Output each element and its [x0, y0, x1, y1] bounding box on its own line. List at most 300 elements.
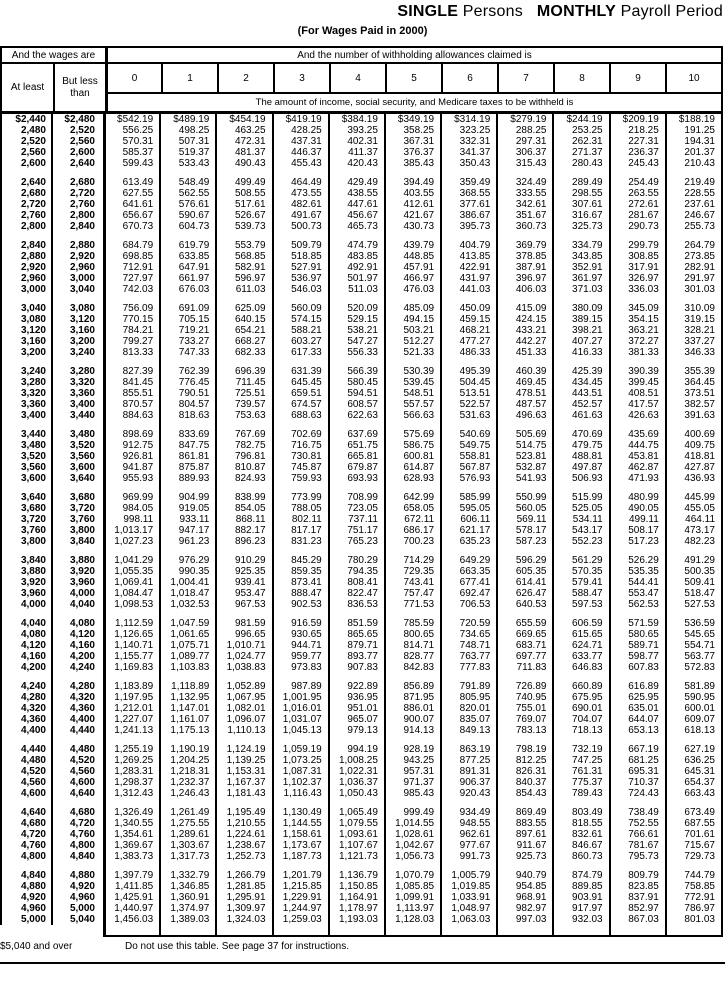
withheld-amount-col-6: 934.49	[440, 807, 496, 818]
withheld-amount-col-6: 948.55	[440, 818, 496, 829]
withheld-amount-col-10: 527.53	[665, 599, 721, 610]
withheld-amount-col-10: 473.17	[665, 525, 721, 536]
withheld-amount-col-5: 672.11	[384, 514, 440, 525]
table-row	[0, 870, 721, 881]
withheld-amount-col-1: 747.33	[159, 347, 215, 358]
withheld-amount-col-3: 1,229.91	[272, 892, 328, 903]
withheld-amount-col-4: 865.65	[328, 629, 384, 640]
band-gap	[0, 799, 721, 807]
withheld-amount-col-9: 710.37	[609, 777, 665, 788]
withheld-amount-col-5: 714.29	[384, 555, 440, 566]
wage-but-less-than: 4,800	[51, 840, 103, 851]
spacer-cell	[103, 421, 159, 429]
withheld-amount-col-1: 498.25	[159, 125, 215, 136]
spacer-cell	[215, 232, 271, 240]
wage-at-least: 2,920	[0, 262, 51, 273]
over-wage-instruction: Do not use this table. See page 37 for instructions.	[125, 941, 350, 952]
withheld-amount-col-6: 991.73	[440, 851, 496, 862]
withheld-amount-col-6: 606.11	[440, 514, 496, 525]
withheld-amount-col-8: 488.81	[552, 451, 608, 462]
withheld-amount-col-10: 554.71	[665, 640, 721, 651]
wage-but-less-than: 4,440	[51, 725, 103, 736]
wage-but-less-than: 3,920	[51, 566, 103, 577]
wage-but-less-than: 2,560	[51, 136, 103, 147]
withheld-amount-col-3: 944.71	[272, 640, 328, 651]
withheld-amount-col-9: 272.61	[609, 199, 665, 210]
spacer-cell	[496, 358, 552, 366]
withheld-amount-col-1: 933.11	[159, 514, 215, 525]
withheld-amount-col-0: 855.51	[103, 388, 159, 399]
withheld-amount-col-1: 776.45	[159, 377, 215, 388]
withheld-amount-col-4: 420.43	[328, 158, 384, 169]
withheld-amount-col-9: 781.67	[609, 840, 665, 851]
withheld-amount-col-8: 325.73	[552, 221, 608, 232]
spacer-cell	[159, 295, 215, 303]
withheld-amount-col-3: 527.91	[272, 262, 328, 273]
withheld-amount-col-0: 1,241.13	[103, 725, 159, 736]
band-gap	[0, 484, 721, 492]
table-row	[0, 914, 721, 925]
withheld-amount-col-4: $384.19	[328, 114, 384, 125]
withheld-amount-col-10: 545.65	[665, 629, 721, 640]
header-allowance-7: 7	[497, 64, 553, 94]
withheld-amount-col-9: 308.85	[609, 251, 665, 262]
wage-but-less-than: 4,560	[51, 766, 103, 777]
spacer-cell	[159, 358, 215, 366]
withheld-amount-col-8: 307.61	[552, 199, 608, 210]
table-row	[0, 336, 721, 347]
withheld-amount-col-2: 1,224.61	[215, 829, 271, 840]
withheld-amount-col-9: 444.75	[609, 440, 665, 451]
withheld-amount-col-7: 605.35	[496, 566, 552, 577]
withheld-amount-col-10: 701.61	[665, 829, 721, 840]
spacer-cell	[272, 358, 328, 366]
withheld-amount-col-2: 838.99	[215, 492, 271, 503]
withheld-amount-col-0: 799.27	[103, 336, 159, 347]
withheld-amount-col-5: 729.35	[384, 566, 440, 577]
withheld-amount-col-9: 571.59	[609, 618, 665, 629]
spacer-cell	[159, 169, 215, 177]
withheld-amount-col-5: 842.83	[384, 662, 440, 673]
spacer-cell	[328, 232, 384, 240]
withheld-amount-col-8: 416.33	[552, 347, 608, 358]
withheld-amount-col-6: 567.87	[440, 462, 496, 473]
withheld-amount-col-9: 644.07	[609, 714, 665, 725]
withheld-amount-col-10: 536.59	[665, 618, 721, 629]
withheld-amount-col-0: 1,155.77	[103, 651, 159, 662]
wage-but-less-than: 3,120	[51, 314, 103, 325]
wage-but-less-than: 4,840	[51, 851, 103, 862]
withheld-amount-col-0: 1,013.17	[103, 525, 159, 536]
withheld-amount-col-2: 882.17	[215, 525, 271, 536]
wage-at-least: 3,960	[0, 588, 51, 599]
band-gap	[0, 862, 721, 870]
wage-at-least: 4,800	[0, 851, 51, 862]
withheld-amount-col-5: 403.55	[384, 188, 440, 199]
withheld-amount-col-6: 849.13	[440, 725, 496, 736]
wage-but-less-than: 2,640	[51, 158, 103, 169]
spacer-cell	[496, 736, 552, 744]
withheld-amount-col-3: 536.97	[272, 273, 328, 284]
withheld-amount-col-2: 1,252.73	[215, 851, 271, 862]
withheld-amount-col-1: 1,103.83	[159, 662, 215, 673]
withheld-amount-col-1: 875.87	[159, 462, 215, 473]
header-allowance-9: 9	[609, 64, 665, 94]
withheld-amount-col-2: 796.81	[215, 451, 271, 462]
withheld-amount-col-3: 702.69	[272, 429, 328, 440]
withheld-amount-col-3: 1,144.55	[272, 818, 328, 829]
withheld-amount-col-5: 943.25	[384, 755, 440, 766]
withheld-amount-col-5: 971.37	[384, 777, 440, 788]
withheld-amount-col-3: 688.63	[272, 410, 328, 421]
withheld-amount-col-7: 360.73	[496, 221, 552, 232]
wage-at-least: 4,200	[0, 662, 51, 673]
withheld-amount-col-0: 926.81	[103, 451, 159, 462]
withheld-amount-col-8: 280.43	[552, 158, 608, 169]
spacer-cell	[384, 862, 440, 870]
wage-but-less-than: 3,800	[51, 525, 103, 536]
spacer-cell	[272, 925, 328, 937]
withheld-amount-col-3: 1,016.01	[272, 703, 328, 714]
withheld-amount-col-7: 982.97	[496, 903, 552, 914]
wage-but-less-than: 3,400	[51, 399, 103, 410]
withheld-amount-col-9: 363.21	[609, 325, 665, 336]
band-gap	[0, 421, 721, 429]
withheld-amount-col-10: 237.61	[665, 199, 721, 210]
withheld-amount-col-3: 1,158.61	[272, 829, 328, 840]
withheld-amount-col-3: 473.55	[272, 188, 328, 199]
withheld-amount-col-5: 1,042.67	[384, 840, 440, 851]
withheld-amount-col-0: 1,456.03	[103, 914, 159, 925]
withheld-amount-col-3: 831.23	[272, 536, 328, 547]
withheld-amount-col-0: 813.33	[103, 347, 159, 358]
wage-at-least: 2,520	[0, 136, 51, 147]
spacer-cell	[609, 421, 665, 429]
wage-at-least: 2,600	[0, 158, 51, 169]
withheld-amount-col-5: 512.27	[384, 336, 440, 347]
withheld-amount-col-2: 753.63	[215, 410, 271, 421]
withheld-amount-col-9: 480.99	[609, 492, 665, 503]
withheld-amount-col-7: 306.37	[496, 147, 552, 158]
wage-but-less-than: 4,360	[51, 703, 103, 714]
wage-but-less-than: 3,000	[51, 273, 103, 284]
title-monthly: MONTHLY	[536, 3, 616, 20]
table-row	[0, 114, 721, 125]
withheld-amount-col-2: 1,082.01	[215, 703, 271, 714]
withheld-amount-col-7: 351.67	[496, 210, 552, 221]
withheld-amount-col-2: 481.37	[215, 147, 271, 158]
withheld-amount-col-1: 705.15	[159, 314, 215, 325]
wage-at-least: 2,800	[0, 221, 51, 232]
withheld-amount-col-0: 1,425.91	[103, 892, 159, 903]
withheld-amount-col-8: 889.85	[552, 881, 608, 892]
withheld-amount-col-6: 404.79	[440, 240, 496, 251]
withheld-amount-col-2: 1,324.03	[215, 914, 271, 925]
spacer-cell	[496, 673, 552, 681]
wage-but-less-than: 4,040	[51, 599, 103, 610]
withheld-amount-col-1: 1,374.97	[159, 903, 215, 914]
withheld-amount-col-9: 254.49	[609, 177, 665, 188]
withheld-amount-col-7: 451.33	[496, 347, 552, 358]
spacer-cell	[609, 232, 665, 240]
withheld-amount-col-6: 1,063.03	[440, 914, 496, 925]
withheld-amount-col-6: 891.31	[440, 766, 496, 777]
spacer-cell	[440, 169, 496, 177]
withheld-amount-col-1: 947.17	[159, 525, 215, 536]
spacer-cell	[665, 799, 721, 807]
withheld-amount-col-0: 1,326.49	[103, 807, 159, 818]
band-gap	[0, 295, 721, 303]
header-amount-caption: The amount of income, social security, and Medicare taxes to be withheld is	[105, 94, 721, 111]
withheld-amount-col-7: 550.99	[496, 492, 552, 503]
table-row	[0, 818, 721, 829]
withheld-amount-col-3: 859.35	[272, 566, 328, 577]
wage-at-least: 3,080	[0, 314, 51, 325]
withheld-amount-col-0: 1,227.07	[103, 714, 159, 725]
bottom-rule	[0, 962, 725, 964]
spacer-cell	[103, 484, 159, 492]
spacer-cell	[328, 547, 384, 555]
withheld-amount-col-3: 745.87	[272, 462, 328, 473]
table-row	[0, 755, 721, 766]
withheld-amount-col-5: 548.51	[384, 388, 440, 399]
spacer-cell	[440, 358, 496, 366]
withheld-amount-col-6: 835.07	[440, 714, 496, 725]
spacer-cell	[328, 925, 384, 937]
wage-at-least: 4,240	[0, 681, 51, 692]
withheld-amount-col-5: 557.57	[384, 399, 440, 410]
spacer-cell	[328, 295, 384, 303]
wage-at-least: 2,720	[0, 199, 51, 210]
withheld-amount-col-3: 1,201.79	[272, 870, 328, 881]
withheld-amount-col-5: 421.67	[384, 210, 440, 221]
withheld-amount-col-1: 1,275.55	[159, 818, 215, 829]
withheld-amount-col-6: 558.81	[440, 451, 496, 462]
spacer-cell	[552, 169, 608, 177]
withheld-amount-col-7: 940.79	[496, 870, 552, 881]
wage-but-less-than: 4,600	[51, 777, 103, 788]
spacer-cell	[51, 358, 103, 366]
withheld-amount-col-9: 372.27	[609, 336, 665, 347]
withheld-amount-col-4: 922.89	[328, 681, 384, 692]
wage-at-least: 4,600	[0, 788, 51, 799]
withheld-amount-col-7: 596.29	[496, 555, 552, 566]
withheld-amount-col-4: 474.79	[328, 240, 384, 251]
withheld-amount-col-3: 437.31	[272, 136, 328, 147]
withheld-amount-col-5: 957.31	[384, 766, 440, 777]
wage-but-less-than: 3,520	[51, 440, 103, 451]
table-row	[0, 903, 721, 914]
spacer-cell	[552, 736, 608, 744]
withheld-amount-col-6: 805.95	[440, 692, 496, 703]
withheld-amount-col-2: 1,067.95	[215, 692, 271, 703]
withheld-amount-col-10: 246.67	[665, 210, 721, 221]
table-row	[0, 692, 721, 703]
withheld-amount-col-0: 599.43	[103, 158, 159, 169]
withheld-amount-col-10: 590.95	[665, 692, 721, 703]
withheld-amount-col-6: 977.67	[440, 840, 496, 851]
withheld-amount-col-4: 447.61	[328, 199, 384, 210]
withheld-amount-col-3: 428.25	[272, 125, 328, 136]
withheld-amount-col-6: 777.83	[440, 662, 496, 673]
withheld-amount-col-2: 526.67	[215, 210, 271, 221]
withheld-amount-col-7: 798.19	[496, 744, 552, 755]
withheld-amount-col-1: 1,389.03	[159, 914, 215, 925]
withheld-amount-col-4: 794.35	[328, 566, 384, 577]
withheld-amount-col-2: 1,238.67	[215, 840, 271, 851]
withheld-amount-col-10: 636.25	[665, 755, 721, 766]
withheld-amount-col-7: 560.05	[496, 503, 552, 514]
withheld-amount-col-7: 840.37	[496, 777, 552, 788]
header-allowance-0: 0	[105, 64, 161, 94]
withheld-amount-col-5: 412.61	[384, 199, 440, 210]
withheld-amount-col-5: 448.85	[384, 251, 440, 262]
table-row	[0, 555, 721, 566]
withheld-amount-col-4: 429.49	[328, 177, 384, 188]
withheld-amount-col-8: $244.19	[552, 114, 608, 125]
withheld-amount-col-8: 615.65	[552, 629, 608, 640]
spacer-cell	[159, 925, 215, 937]
wage-at-least: 3,480	[0, 440, 51, 451]
withheld-amount-col-6: 513.51	[440, 388, 496, 399]
withheld-amount-col-4: 965.07	[328, 714, 384, 725]
withheld-amount-col-10: $188.19	[665, 114, 721, 125]
withheld-amount-col-9: 738.49	[609, 807, 665, 818]
wage-but-less-than: 2,920	[51, 251, 103, 262]
table-row	[0, 366, 721, 377]
withheld-amount-col-8: 506.93	[552, 473, 608, 484]
withheld-amount-col-10: 346.33	[665, 347, 721, 358]
withheld-amount-col-5: 757.47	[384, 588, 440, 599]
table-row	[0, 473, 721, 484]
withheld-amount-col-3: 645.45	[272, 377, 328, 388]
wage-but-less-than: 3,960	[51, 577, 103, 588]
withheld-amount-col-9: 317.91	[609, 262, 665, 273]
wage-but-less-than: 5,000	[51, 903, 103, 914]
spacer-cell	[328, 736, 384, 744]
spacer-cell	[552, 610, 608, 618]
withheld-amount-col-1: 833.69	[159, 429, 215, 440]
withheld-amount-col-3: 1,001.95	[272, 692, 328, 703]
table-row	[0, 303, 721, 314]
withheld-amount-col-4: 556.33	[328, 347, 384, 358]
withheld-amount-col-1: 1,018.47	[159, 588, 215, 599]
withheld-amount-col-0: 955.93	[103, 473, 159, 484]
withheld-amount-col-6: 332.31	[440, 136, 496, 147]
withheld-amount-col-0: 613.49	[103, 177, 159, 188]
spacer-cell	[272, 736, 328, 744]
withheld-amount-col-4: 1,178.97	[328, 903, 384, 914]
table-row	[0, 210, 721, 221]
withheld-amount-col-7: 387.91	[496, 262, 552, 273]
spacer-cell	[609, 169, 665, 177]
withheld-amount-col-0: 1,098.53	[103, 599, 159, 610]
withheld-amount-col-7: 869.49	[496, 807, 552, 818]
spacer-cell	[665, 673, 721, 681]
withheld-amount-col-5: 376.37	[384, 147, 440, 158]
table-row	[0, 599, 721, 610]
withheld-amount-col-1: 562.55	[159, 188, 215, 199]
withheld-amount-col-7: 569.11	[496, 514, 552, 525]
withheld-amount-col-10: 337.27	[665, 336, 721, 347]
withheld-amount-col-10: 729.73	[665, 851, 721, 862]
withheld-amount-col-3: 973.83	[272, 662, 328, 673]
withheld-amount-col-1: 661.97	[159, 273, 215, 284]
withheld-amount-col-0: 656.67	[103, 210, 159, 221]
withheld-amount-col-8: 747.25	[552, 755, 608, 766]
withheld-amount-col-6: 621.17	[440, 525, 496, 536]
withheld-amount-col-4: 465.73	[328, 221, 384, 232]
withheld-amount-col-9: 598.77	[609, 651, 665, 662]
wage-at-least: 2,680	[0, 188, 51, 199]
withheld-amount-col-5: 1,070.79	[384, 870, 440, 881]
withheld-amount-col-8: 874.79	[552, 870, 608, 881]
withheld-amount-col-8: 352.91	[552, 262, 608, 273]
withheld-amount-col-10: 455.05	[665, 503, 721, 514]
withheld-amount-col-8: 380.09	[552, 303, 608, 314]
spacer-cell	[51, 232, 103, 240]
withheld-amount-col-9: 508.17	[609, 525, 665, 536]
withheld-amount-col-4: 737.11	[328, 514, 384, 525]
wage-at-least: 4,880	[0, 881, 51, 892]
withheld-amount-col-1: 847.75	[159, 440, 215, 451]
table-row	[0, 199, 721, 210]
withheld-amount-col-8: 316.67	[552, 210, 608, 221]
withheld-amount-col-2: 568.85	[215, 251, 271, 262]
withheld-amount-col-7: 297.31	[496, 136, 552, 147]
withheld-amount-col-5: 494.15	[384, 314, 440, 325]
wage-at-least: 3,760	[0, 525, 51, 536]
wage-at-least: 2,560	[0, 147, 51, 158]
table-row	[0, 273, 721, 284]
withheld-amount-col-10: 201.37	[665, 147, 721, 158]
withheld-amount-col-10: 418.81	[665, 451, 721, 462]
withheld-amount-col-4: 594.51	[328, 388, 384, 399]
withheld-amount-col-9: 417.57	[609, 399, 665, 410]
withheld-amount-col-0: 1,298.37	[103, 777, 159, 788]
wage-at-least: 2,480	[0, 125, 51, 136]
table-row	[0, 221, 721, 232]
withheld-amount-col-5: 358.25	[384, 125, 440, 136]
withheld-amount-col-9: 290.73	[609, 221, 665, 232]
withheld-amount-col-7: 911.67	[496, 840, 552, 851]
withheld-amount-col-6: 720.59	[440, 618, 496, 629]
table-row	[0, 451, 721, 462]
withheld-amount-col-4: 501.97	[328, 273, 384, 284]
withheld-amount-col-2: 939.41	[215, 577, 271, 588]
withheld-amount-col-4: 651.75	[328, 440, 384, 451]
wage-but-less-than: 2,840	[51, 221, 103, 232]
spacer-cell	[609, 358, 665, 366]
withheld-amount-col-0: 585.37	[103, 147, 159, 158]
wage-at-least: 3,040	[0, 303, 51, 314]
withheld-amount-col-0: 1,340.55	[103, 818, 159, 829]
withheld-amount-col-0: 698.85	[103, 251, 159, 262]
withheld-amount-col-7: 587.23	[496, 536, 552, 547]
spacer-cell	[665, 232, 721, 240]
withheld-amount-col-4: 822.47	[328, 588, 384, 599]
wage-at-least: 2,760	[0, 210, 51, 221]
wage-at-least: 3,440	[0, 429, 51, 440]
withheld-amount-col-7: 505.69	[496, 429, 552, 440]
withheld-amount-col-2: 582.91	[215, 262, 271, 273]
withheld-amount-col-10: 273.85	[665, 251, 721, 262]
spacer-cell	[496, 295, 552, 303]
withheld-amount-col-1: 619.79	[159, 240, 215, 251]
withheld-amount-col-0: 1,140.71	[103, 640, 159, 651]
table-row	[0, 388, 721, 399]
withheld-amount-col-0: 1,383.73	[103, 851, 159, 862]
